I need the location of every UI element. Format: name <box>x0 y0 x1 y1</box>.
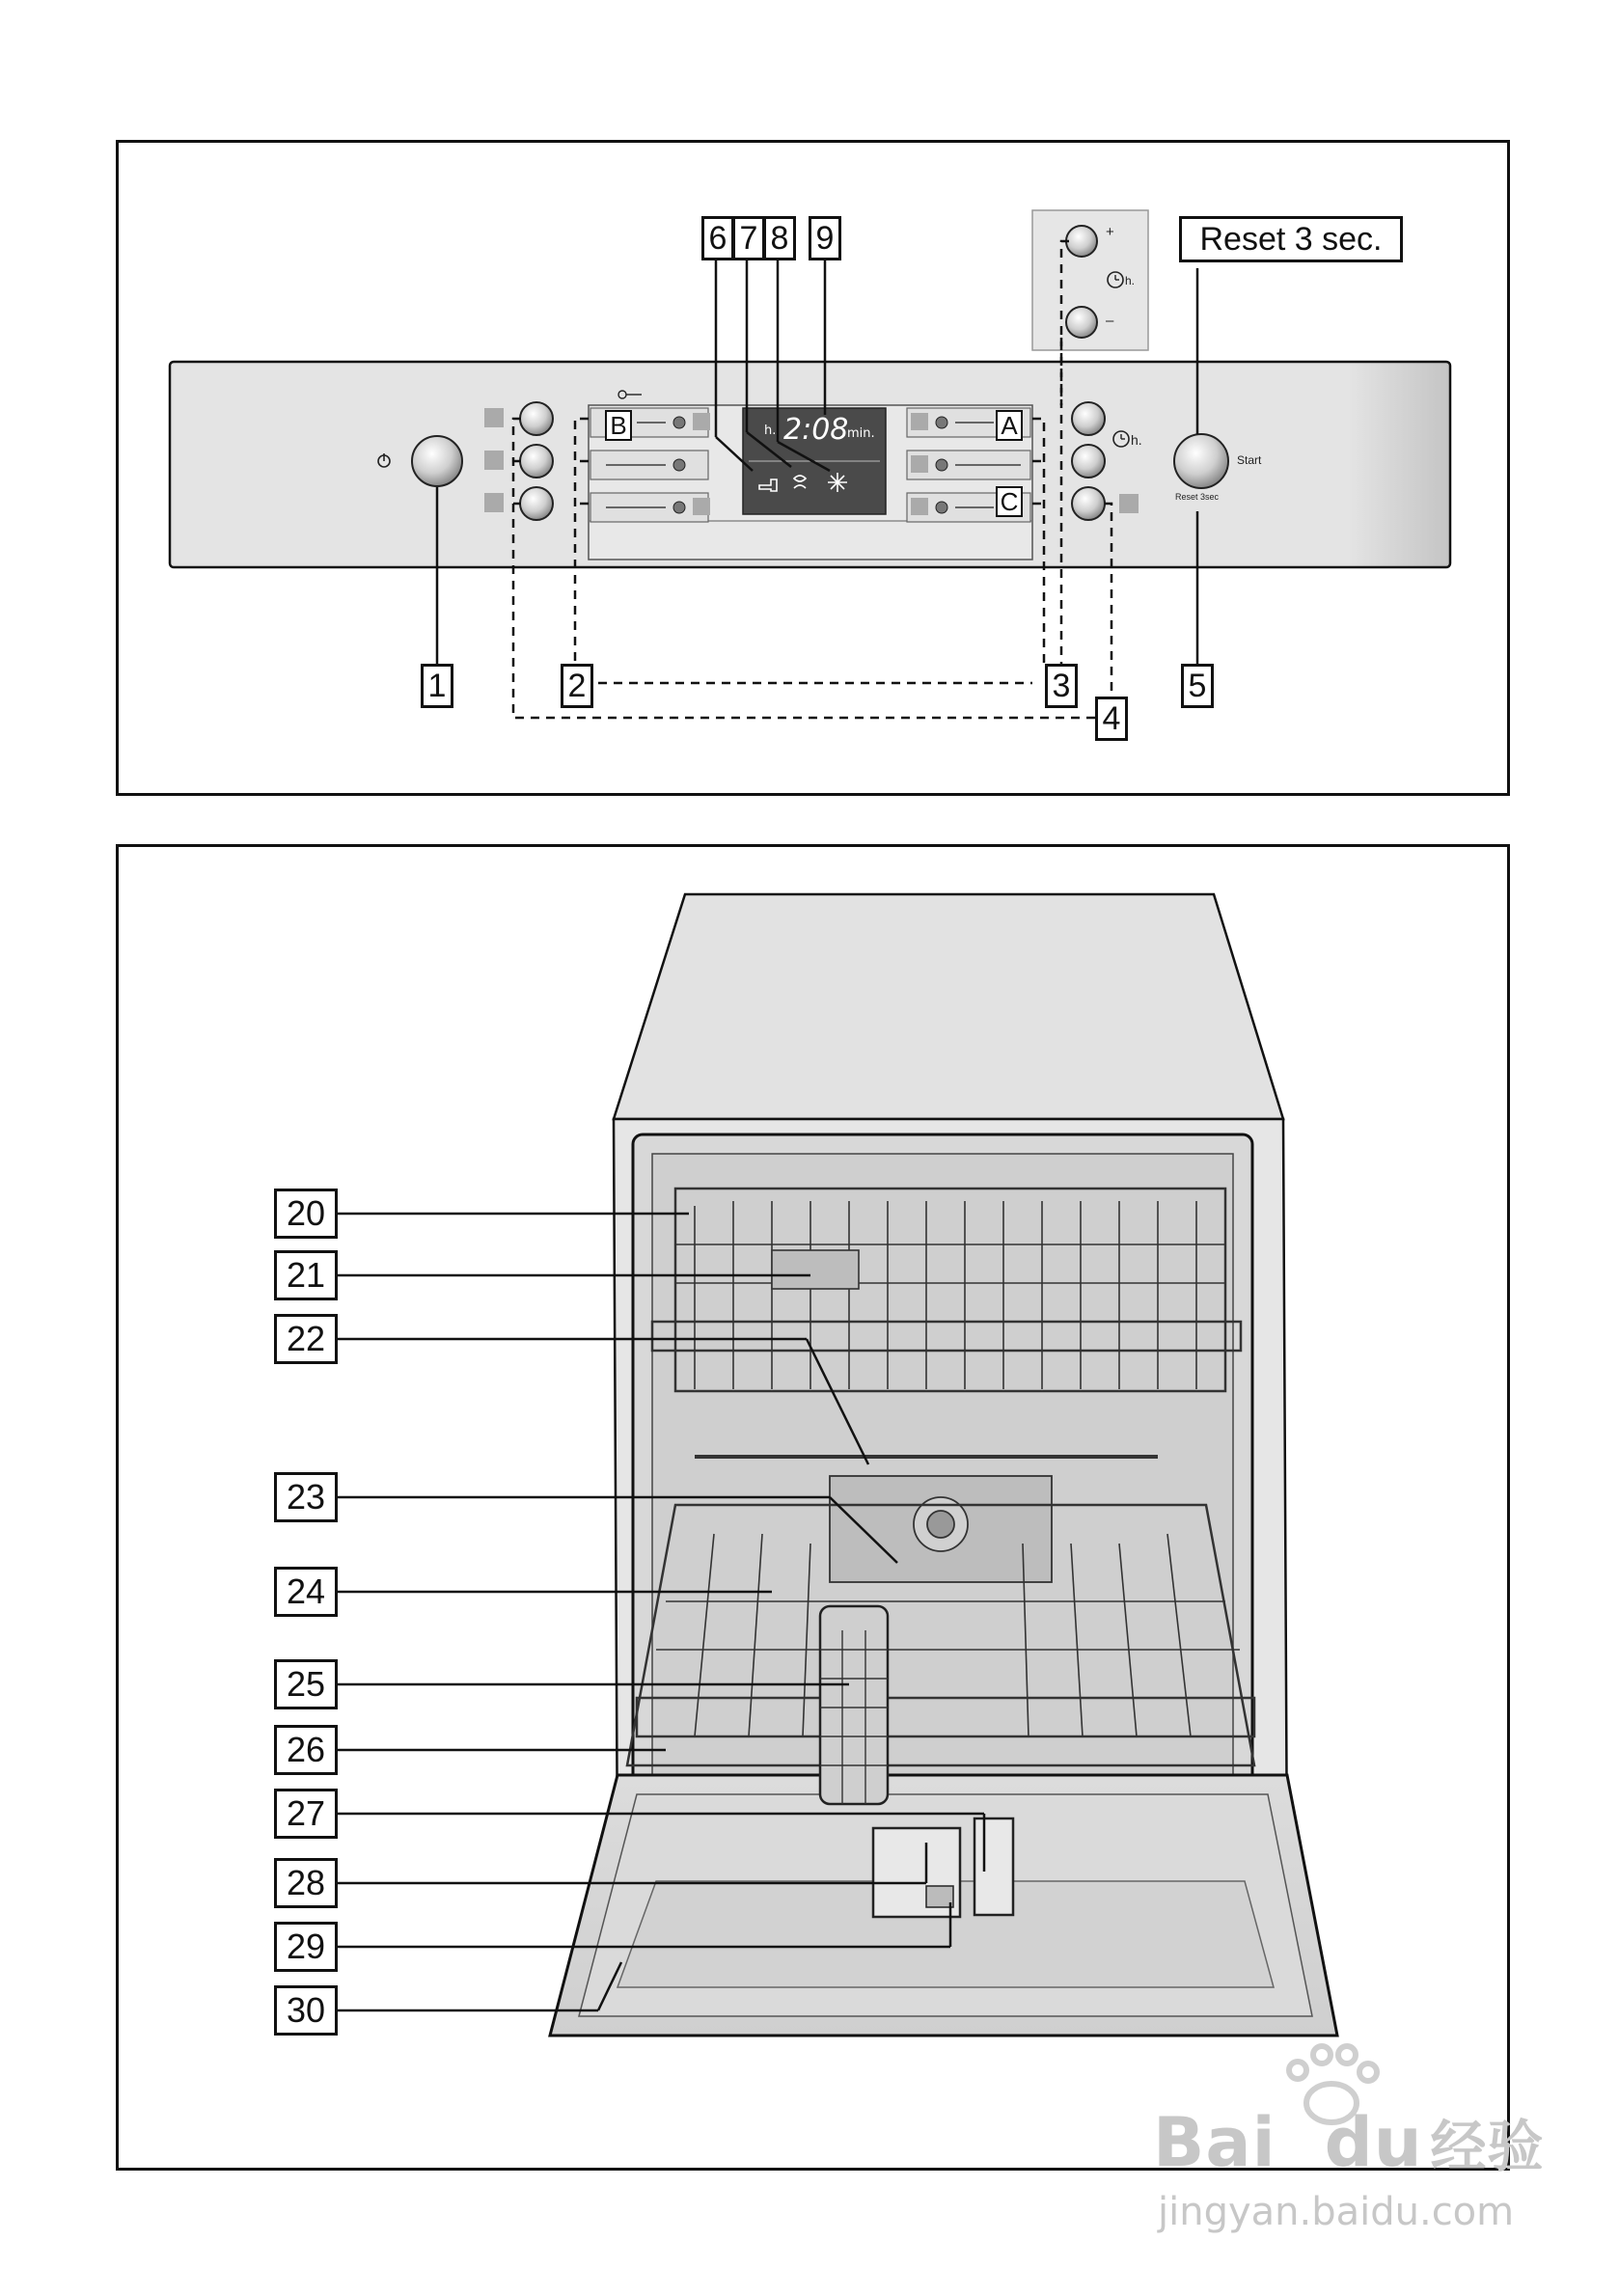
timer-hours-label: h. <box>1131 432 1142 448</box>
callout-9: 9 <box>809 216 841 260</box>
rinse-aid-icon <box>828 473 847 492</box>
timer-minus-button[interactable] <box>1066 307 1097 338</box>
callout-1: 1 <box>421 664 453 708</box>
program-button-2[interactable] <box>520 445 553 478</box>
callout-25: 25 <box>274 1659 338 1709</box>
display-time: 2:08 <box>783 413 849 447</box>
option-button-2[interactable] <box>1072 445 1105 478</box>
timer-detail-hours-label: h. <box>1125 274 1136 287</box>
callout-2: 2 <box>561 664 593 708</box>
callout-24: 24 <box>274 1567 338 1617</box>
callout-22: 22 <box>274 1314 338 1364</box>
main-switch[interactable] <box>412 436 462 486</box>
callout-23: 23 <box>274 1472 338 1522</box>
callout-5: 5 <box>1181 664 1214 708</box>
timer-plus-label: + <box>1106 224 1114 240</box>
callout-21: 21 <box>274 1250 338 1300</box>
display-minutes-unit: min. <box>847 426 875 441</box>
callout-3: 3 <box>1045 664 1078 708</box>
display-hours-unit: h. <box>764 424 777 438</box>
timer-minus-label: – <box>1106 313 1114 329</box>
callout-30: 30 <box>274 1985 338 2036</box>
program-letter-b: B <box>605 410 632 441</box>
watermark-url: jingyan.baidu.com <box>1158 2190 1515 2234</box>
program-button-1[interactable] <box>520 402 553 435</box>
program-letter-c: C <box>996 486 1023 517</box>
callout-29: 29 <box>274 1922 338 1972</box>
reset-small-label: Reset 3sec <box>1175 492 1220 502</box>
callout-4: 4 <box>1095 697 1128 741</box>
watermark-du: du <box>1324 2103 1423 2182</box>
callout-20: 20 <box>274 1189 338 1239</box>
watermark-cn: 经验 <box>1430 2114 1545 2179</box>
option-button-1[interactable] <box>1072 402 1105 435</box>
watermark-brand <box>1153 2101 1545 2182</box>
option-button-3[interactable] <box>1072 487 1105 520</box>
callout-28: 28 <box>274 1858 338 1908</box>
watermark-bai: Bai <box>1153 2103 1276 2182</box>
callout-7: 7 <box>732 216 765 260</box>
callout-26: 26 <box>274 1725 338 1775</box>
callout-27: 27 <box>274 1789 338 1839</box>
program-button-3[interactable] <box>520 487 553 520</box>
timer-plus-button[interactable] <box>1066 226 1097 257</box>
reset-callout: Reset 3 sec. <box>1179 216 1403 262</box>
callout-8: 8 <box>763 216 796 260</box>
start-button[interactable] <box>1174 434 1228 488</box>
callout-6: 6 <box>701 216 734 260</box>
program-letter-a: A <box>996 410 1023 441</box>
start-label: Start <box>1237 453 1262 467</box>
